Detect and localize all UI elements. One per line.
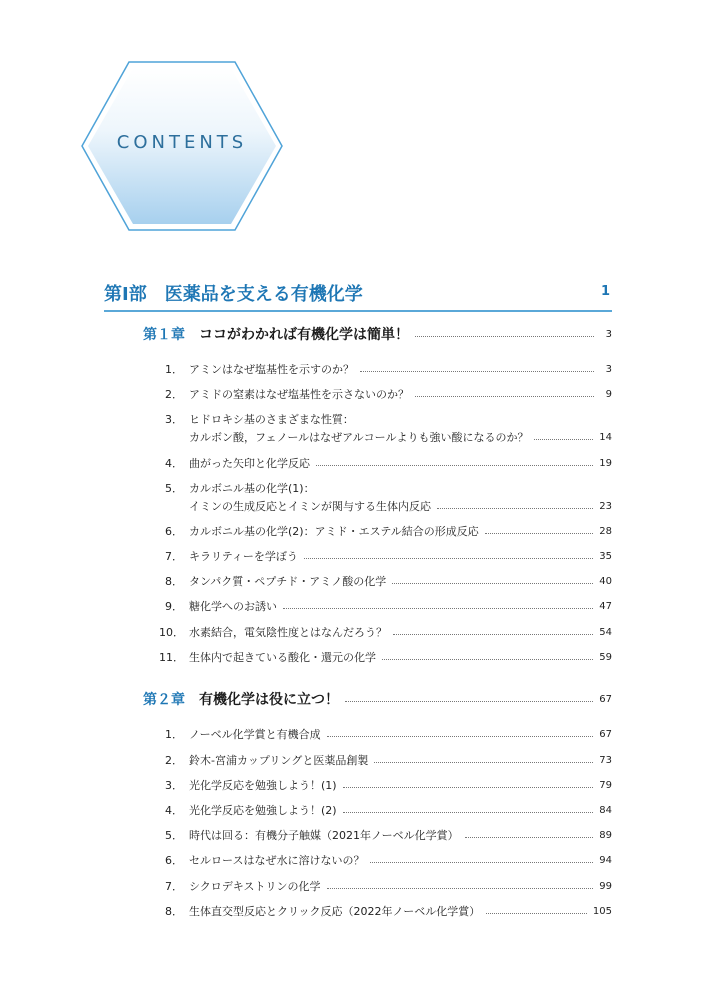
entry-title: 生体内で起きている酸化・還元の化学 [189, 651, 376, 664]
entry-page: 9 [605, 388, 612, 400]
part-heading[interactable] [104, 280, 612, 312]
entry-page: 105 [592, 905, 612, 917]
chapter-2-heading[interactable] [143, 689, 612, 709]
entry-number: 4． [165, 804, 183, 817]
part-page: 1 [600, 284, 610, 299]
toc-entry[interactable] [159, 597, 612, 615]
toc-entry[interactable] [159, 648, 612, 666]
entry-title: 生体直交型反応とクリック反応（2022年ノーベル化学賞） [189, 905, 481, 918]
entry-page: 35 [599, 550, 612, 562]
contents-title: CONTENTS [116, 132, 248, 153]
entry-page: 89 [599, 829, 612, 841]
entry-number: 11． [159, 651, 184, 664]
leader-dots [437, 507, 593, 509]
entry-page: 28 [599, 525, 612, 537]
entry-title: セルロースはなぜ水に溶けないの？ [189, 854, 365, 867]
leader-dots [343, 786, 594, 788]
leader-dots [486, 912, 587, 914]
entry-number: 8． [165, 905, 183, 918]
leader-dots [415, 395, 594, 397]
toc-entry[interactable] [159, 360, 612, 378]
entry-title: 水素結合，電気陰性度とはなんだろう？ [189, 626, 387, 639]
leader-dots [415, 335, 594, 337]
leader-dots [327, 735, 594, 737]
entry-number: 9． [165, 600, 183, 613]
entry-title-continued: カルボン酸，フェノールはなぜアルコールよりも強い酸になるのか？ [189, 431, 529, 444]
toc-entry[interactable] [159, 572, 612, 590]
entry-number: 3． [165, 413, 183, 426]
entry-number: 7． [165, 880, 183, 893]
toc-entry[interactable] [159, 454, 612, 472]
leader-dots [304, 557, 593, 559]
toc-entry[interactable] [159, 902, 612, 920]
toc-entry[interactable] [159, 479, 612, 515]
entry-title: カルボニル基の化学(2)：アミド・エステル結合の形成反応 [189, 525, 479, 538]
entry-page: 94 [599, 854, 612, 866]
entry-title-continued: イミンの生成反応とイミンが関与する生体内反応 [189, 500, 431, 513]
chapter-number: 第１章 [143, 327, 185, 343]
toc-entry[interactable] [159, 776, 612, 794]
chapter-title: 有機化学は役に立つ！ [199, 692, 339, 708]
entry-number: 3． [165, 779, 183, 792]
entry-number: 7． [165, 550, 183, 563]
toc-entry[interactable] [159, 851, 612, 869]
entry-title: 曲がった矢印と化学反応 [189, 457, 310, 470]
leader-dots [370, 861, 593, 863]
entry-page: 3 [605, 363, 612, 375]
entry-page: 19 [599, 457, 612, 469]
entry-title: カルボニル基の化学(1)： [189, 482, 315, 495]
entry-title: アミドの窒素はなぜ塩基性を示さないのか？ [189, 388, 409, 401]
leader-dots [343, 811, 594, 813]
leader-dots [393, 633, 593, 635]
toc-entry[interactable] [159, 410, 612, 446]
entry-title: タンパク質・ペプチド・アミノ酸の化学 [189, 575, 387, 588]
entry-number: 2． [165, 754, 183, 767]
leader-dots [485, 532, 593, 534]
entry-number: 2． [165, 388, 183, 401]
entry-number: 5． [165, 482, 183, 495]
leader-dots [534, 438, 593, 440]
leader-dots [283, 607, 593, 609]
entry-number: 10． [159, 626, 184, 639]
entry-page: 40 [599, 575, 612, 587]
leader-dots [465, 836, 594, 838]
entry-title: 光化学反応を勉強しよう！(2) [189, 804, 337, 817]
chapter-page: 3 [605, 328, 612, 340]
entry-number: 6． [165, 525, 183, 538]
entry-title: 鈴木-宮浦カップリングと医薬品創製 [189, 754, 369, 767]
entry-page: 59 [599, 651, 612, 663]
entry-page: 47 [599, 600, 612, 612]
entry-number: 1． [165, 728, 183, 741]
entry-page: 79 [599, 779, 612, 791]
entry-number: 8． [165, 575, 183, 588]
entry-page: 67 [599, 728, 612, 740]
entry-number: 5． [165, 829, 183, 842]
leader-dots [345, 700, 593, 702]
leader-dots [382, 658, 593, 660]
entry-title: 時代は回る：有機分子触媒（2021年ノーベル化学賞） [189, 829, 459, 842]
entry-page: 23 [599, 500, 612, 512]
entry-title: 糖化学へのお誘い [189, 600, 277, 613]
leader-dots [316, 464, 593, 466]
chapter-1-heading[interactable] [143, 324, 612, 344]
part-title: 第Ⅰ部 医薬品を支える有機化学 [104, 284, 363, 305]
leader-dots [374, 761, 593, 763]
toc-entry[interactable] [159, 725, 612, 743]
entry-page: 84 [599, 804, 612, 816]
toc-entry[interactable] [159, 801, 612, 819]
leader-dots [327, 887, 594, 889]
leader-dots [360, 370, 594, 372]
toc-entry[interactable] [159, 623, 612, 641]
toc-entry[interactable] [159, 385, 612, 403]
toc-entry[interactable] [159, 826, 612, 844]
toc-entry[interactable] [159, 751, 612, 769]
entry-page: 54 [599, 626, 612, 638]
entry-title: キラリティーを学ぼう [189, 550, 298, 563]
chapter-title: ココがわかれば有機化学は簡単！ [199, 327, 409, 343]
chapter-page: 67 [599, 693, 612, 705]
entry-title: 光化学反応を勉強しよう！(1) [189, 779, 337, 792]
entry-page: 14 [599, 431, 612, 443]
entry-number: 4． [165, 457, 183, 470]
leader-dots [392, 582, 593, 584]
entry-title: アミンはなぜ塩基性を示すのか？ [189, 363, 354, 376]
entry-title: ノーベル化学賞と有機合成 [189, 728, 321, 741]
entry-number: 1． [165, 363, 183, 376]
entry-title: ヒドロキシ基のさまざまな性質： [189, 413, 354, 426]
chapter-number: 第２章 [143, 692, 185, 708]
entry-title: シクロデキストリンの化学 [189, 880, 321, 893]
entry-number: 6． [165, 854, 183, 867]
entry-page: 99 [599, 880, 612, 892]
entry-page: 73 [599, 754, 612, 766]
toc-entry[interactable] [159, 522, 612, 540]
toc-entry[interactable] [159, 547, 612, 565]
toc-entry[interactable] [159, 877, 612, 895]
